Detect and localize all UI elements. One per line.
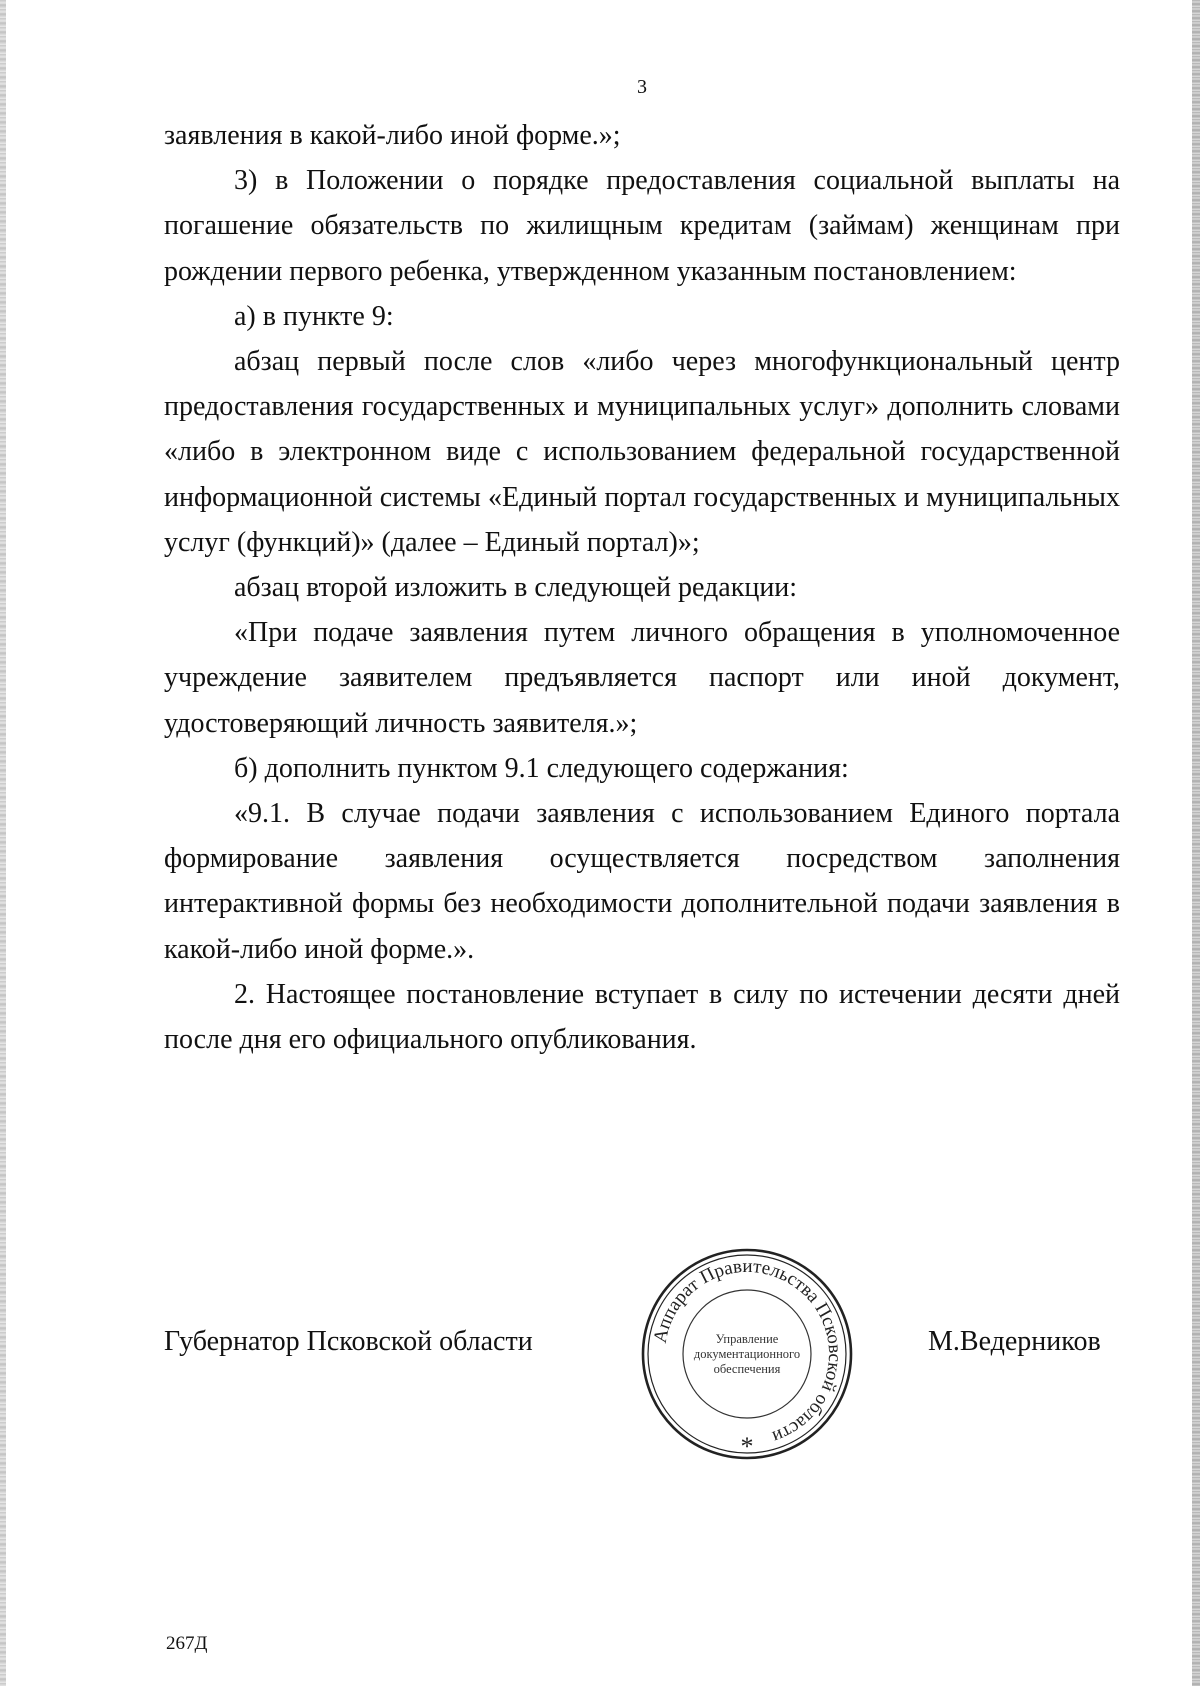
paragraph: «При подаче заявления путем личного обращения в уполномоченное учреждение заявителем предъявляется паспорт или иной документ, удостоверяющий личность заявителя.»; <box>164 617 1120 739</box>
signatory-title: Губернатор Псковской области <box>164 1326 533 1357</box>
scan-edge-right <box>1192 0 1200 1686</box>
document-body <box>164 113 1120 1062</box>
paragraph: а) в пункте 9: <box>234 300 394 332</box>
seal-inner-line: обеспечения <box>713 1362 781 1376</box>
paragraph: 2. Настоящее постановление вступает в силу по истечении десяти дней после дня его официального опубликования. <box>164 978 1120 1056</box>
seal-inner-line: документационного <box>693 1347 801 1361</box>
paragraph: 3) в Положении о порядке предоставления социальной выплаты на погашение обязательств по жилищным кредитам (займам) женщинам при рождении первого ребенка, утвержденном указанным постановлением: <box>164 165 1120 287</box>
paragraph: абзац первый после слов «либо через многофункциональный центр предоставления государственных и муниципальных услуг» дополнить словами «либо в электронном виде с использованием федеральной государственной информационной системы «Единый портал государственных и муниципальных услуг (функций)» (далее – Единый портал)»; <box>164 346 1120 558</box>
official-seal <box>638 1245 856 1463</box>
paragraph: абзац второй изложить в следующей редакции: <box>234 572 798 604</box>
paragraph: б) дополнить пунктом 9.1 следующего содержания: <box>234 752 849 784</box>
seal-outer-text: Аппарат Правительства Псковской области <box>649 1255 846 1448</box>
page-number: 3 <box>637 76 647 98</box>
signatory-name: М.Ведерников <box>928 1326 1101 1357</box>
paragraph: заявления в какой-либо иной форме.»; <box>164 120 621 151</box>
paragraph: «9.1. В случае подачи заявления с использованием Единого портала формирование заявления осуществляется посредством заполнения интерактивной формы без необходимости дополнительной подачи заявления в какой-либо иной форме.». <box>164 798 1120 965</box>
scan-edge-left <box>0 0 6 1686</box>
document-code: 267Д <box>166 1633 208 1654</box>
seal-star-icon: * <box>740 1432 754 1461</box>
seal-inner-line: Управление <box>715 1332 779 1346</box>
